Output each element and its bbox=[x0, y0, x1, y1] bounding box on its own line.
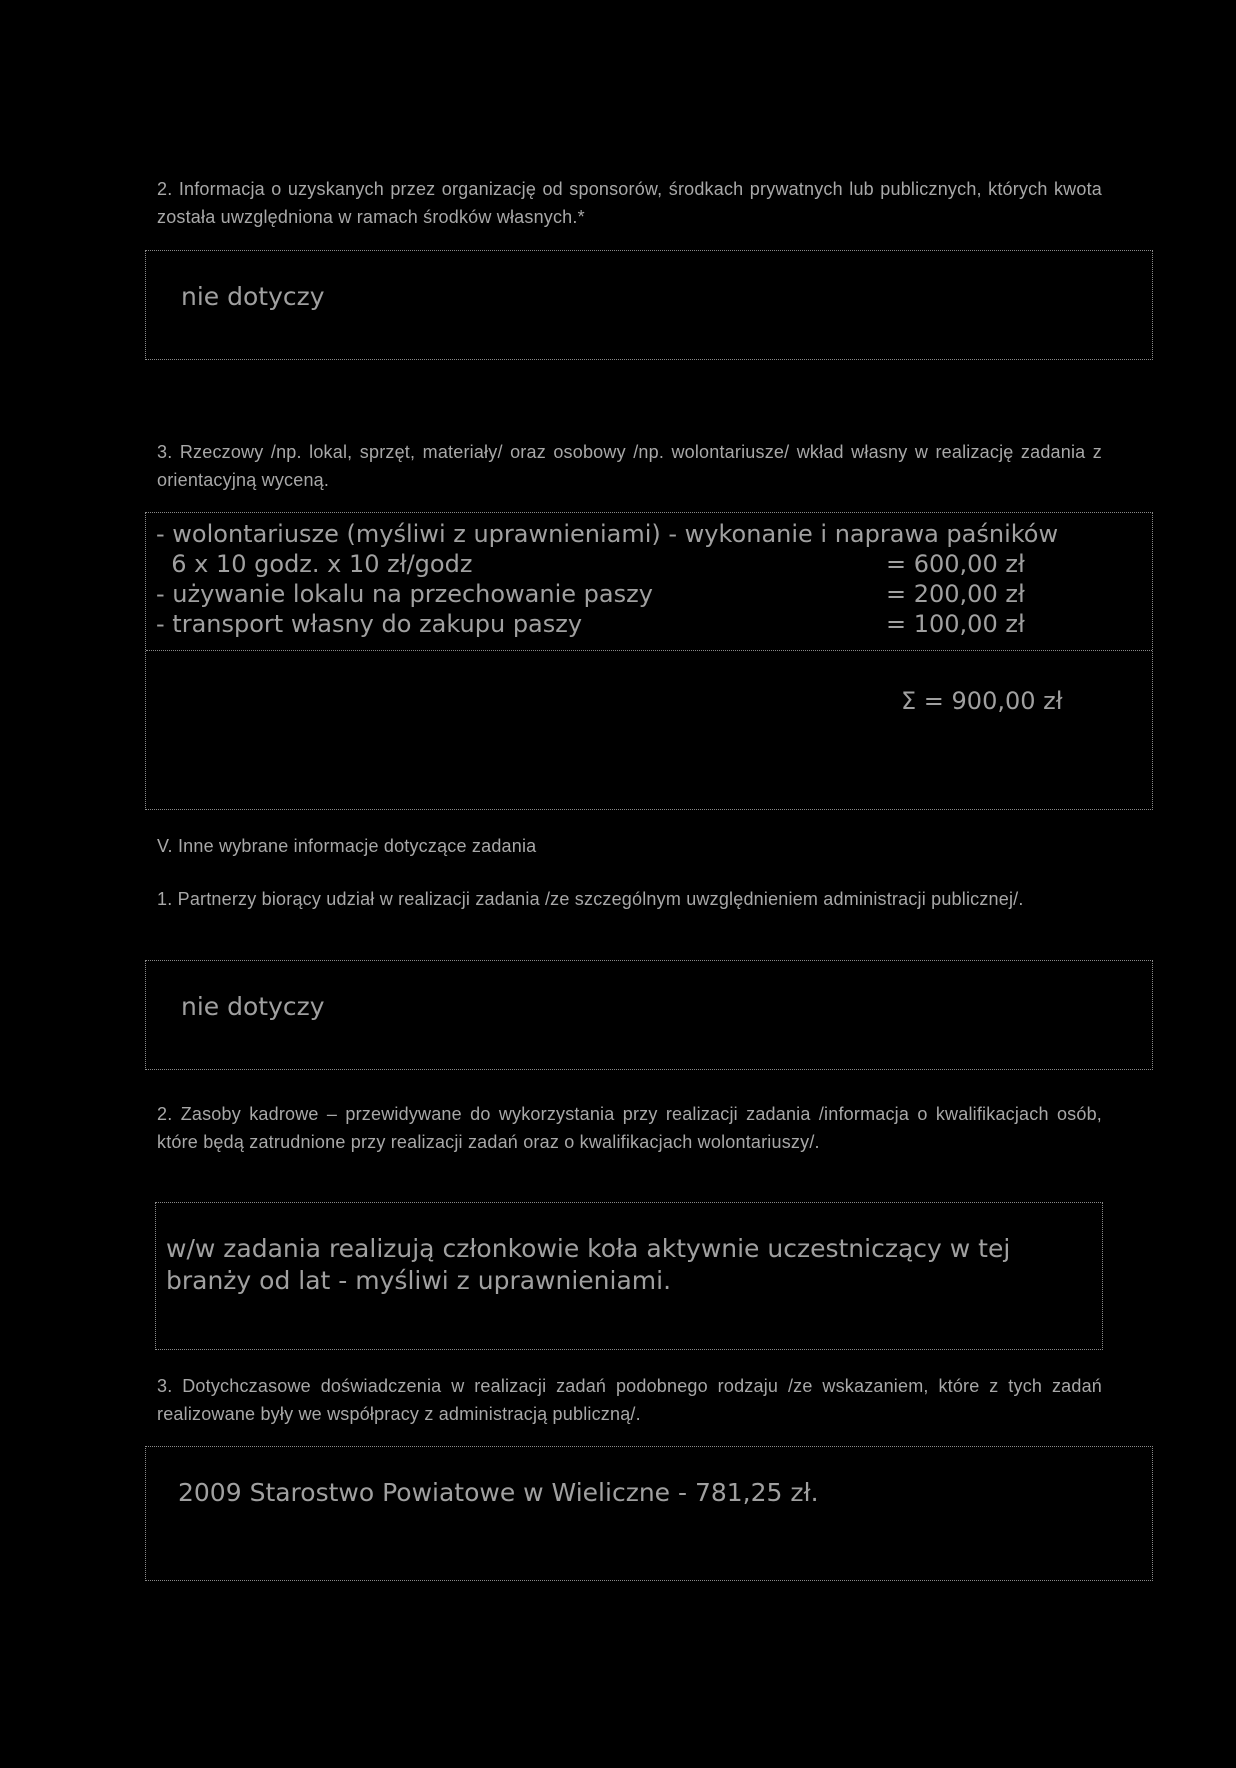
section-3-box bbox=[145, 512, 1153, 810]
section-v-item-1-text: 1. Partnerzy biorący udział w realizacji zadania /ze szczególnym uwzględnieniem administracji publicznej/. bbox=[157, 889, 1024, 909]
section-v-item-3-box bbox=[145, 1446, 1153, 1581]
section-v-heading: V. Inne wybrane informacje dotyczące zadania bbox=[157, 836, 537, 856]
contribution-row: - wolontariusze (myśliwi z uprawnieniami) - wykonanie i naprawa paśników bbox=[156, 520, 1059, 548]
section-v-item-1-box bbox=[145, 960, 1153, 1070]
section-2-text: 2. Informacja o uzyskanych przez organizację od sponsorów, środkach prywatnych lub publicznych, których kwota została uwzględniona w ramach środków własnych.* bbox=[157, 179, 1102, 227]
contribution-value: = 600,00 zł bbox=[886, 550, 1025, 578]
section-v-item-2-box-line-1: w/w zadania realizują członkowie koła aktywnie uczestniczący w tej bbox=[166, 1234, 1011, 1263]
section-v-item-2-box bbox=[155, 1202, 1103, 1350]
section-3-text: 3. Rzeczowy /np. lokal, sprzęt, materiały/ oraz osobowy /np. wolontariusze/ wkład własny w realizację zadania z orientacyjną wyceną. bbox=[157, 442, 1102, 490]
contribution-row: - transport własny do zakupu paszy bbox=[156, 610, 583, 638]
section-v-item-2-text: 2. Zasoby kadrowe – przewidywane do wykorzystania przy realizacji zadania /informacja o kwalifikacjach osób, które będą zatrudnione przy realizacji zadań oraz o kwalifikacjach wolontariuszy/. bbox=[157, 1104, 1102, 1152]
contribution-row: - używanie lokalu na przechowanie paszy bbox=[156, 580, 653, 608]
section-2-box bbox=[145, 250, 1153, 360]
section-v-item-3-box-text: 2009 Starostwo Powiatowe w Wieliczne - 781,25 zł. bbox=[178, 1478, 819, 1507]
contribution-value: = 100,00 zł bbox=[886, 610, 1025, 638]
contribution-value: = 200,00 zł bbox=[886, 580, 1025, 608]
total-divider bbox=[146, 650, 1152, 651]
section-v-item-2-box-line-2: branży od lat - myśliwi z uprawnieniami. bbox=[166, 1266, 672, 1295]
contribution-total: Σ = 900,00 zł bbox=[901, 687, 1063, 715]
contribution-row: 6 x 10 godz. x 10 zł/godz bbox=[156, 550, 473, 578]
section-v-item-1-box-text: nie dotyczy bbox=[181, 992, 325, 1021]
section-v-item-3-text: 3. Dotychczasowe doświadczenia w realizacji zadań podobnego rodzaju /ze wskazaniem, które z tych zadań realizowane były we współpracy z administracją publiczną/. bbox=[157, 1376, 1102, 1424]
section-2-box-text: nie dotyczy bbox=[181, 282, 325, 311]
